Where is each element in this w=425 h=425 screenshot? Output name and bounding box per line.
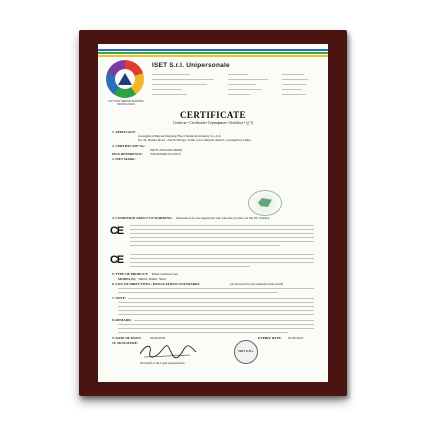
remark-line: [118, 324, 314, 325]
iset-seal-mark: [248, 190, 282, 216]
document-title: CERTIFICATE: [180, 110, 246, 120]
contact-line: [228, 94, 250, 95]
applicant-label: 1. APPLICANT:: [112, 130, 136, 134]
iset-mark-label: 3. ISET MARK:: [112, 157, 136, 161]
remark-line: [118, 328, 314, 329]
contact-line: [282, 84, 306, 85]
organization-name: ISET S.r.l. Unipersonale: [152, 62, 230, 69]
file-reference-value: TAT20200614132JCN: [150, 152, 181, 156]
address-line: [152, 94, 187, 95]
remark-label: 8. REMARK:: [112, 318, 132, 322]
expiry-date-value: 01.06.2023: [288, 336, 304, 340]
note-line: [118, 302, 314, 303]
standards-line: [118, 292, 278, 293]
note-line: [128, 298, 314, 299]
contact-line: [282, 94, 306, 95]
applicant-line1: Guangzhou Baiyun Daiyang Fine Chemical Industry Co.,Ltd: [138, 134, 221, 138]
date-of-issue-value: 02.06.2020: [150, 336, 166, 340]
stamp-label: ISET S.R.L: [238, 349, 254, 353]
standards-line: [118, 288, 314, 289]
note-line: [118, 310, 314, 311]
stripe-yellow: [98, 55, 328, 57]
address-line: [152, 74, 190, 75]
ce-text-line: [130, 225, 314, 226]
stripe-blue: [98, 49, 328, 51]
ce-mark-icon: CE: [110, 254, 123, 266]
ce-text-line: [130, 245, 280, 246]
contact-line: [282, 89, 302, 90]
signature-caption: On behalf of the Legal representative: [140, 361, 185, 365]
address-line: [152, 84, 207, 85]
ce-text-line: [130, 262, 314, 263]
document-subtitle: Certificat • Certificado• Сертификат • Zertifikat • 证书: [172, 121, 254, 125]
address-line: [152, 89, 182, 90]
file-reference-label: FILE REFERENCE:: [112, 152, 143, 156]
ce-text-line: [130, 233, 314, 234]
contact-line: [228, 79, 268, 80]
ce-marking-label: 4. CONDITION ABOUT CE MARKING:: [112, 216, 173, 220]
contact-line: [228, 74, 248, 75]
ce-text-line: [130, 254, 314, 255]
seal-emblem-icon: [258, 198, 272, 207]
date-of-issue-label: 9. DATE OF ISSUE:: [112, 336, 142, 340]
note-line: [118, 306, 314, 307]
ce-text-line: [130, 266, 250, 267]
note-label: 7. NOTE:: [112, 296, 127, 300]
applicant-line2: No.34, Baitao Road , North Village, Taihe town, Baiyun district, Guangzhou,China: [138, 138, 251, 142]
type-value: Hand Sanitizer Gel: [152, 272, 178, 276]
note-line: [118, 314, 314, 315]
signature-label: 10. SIGNATURE:: [112, 341, 139, 345]
ce-text-line: [130, 241, 314, 242]
ce-marking-text: Instruction for the Applicant who puts the product on the EU market;: [176, 216, 270, 220]
remark-line: [118, 332, 288, 333]
model-label: MODEL(S):: [118, 277, 137, 281]
expiry-date-label: EXPIRY DATE:: [258, 336, 282, 340]
ce-mark-icon: CE: [110, 225, 123, 237]
contact-line: [282, 79, 308, 80]
ce-text-line: [130, 258, 314, 259]
remark-line: [134, 320, 314, 321]
standards-text: (as declared by the manufacturer itself): [230, 282, 284, 286]
address-line: [152, 79, 214, 80]
certificate-no-value: ISETC.0912202106062: [150, 148, 183, 152]
contact-line: [228, 89, 262, 90]
stripe-green: [98, 52, 328, 54]
company-stamp: [234, 340, 258, 364]
certificate-no-label: 2. CERTIFICATE No.:: [112, 144, 146, 148]
ce-text-line: [130, 229, 314, 230]
ce-text-line: [130, 237, 314, 238]
type-label: 5. TYPE OF PRODUCT:: [112, 272, 149, 276]
signature-scribble: [138, 342, 198, 360]
logo-caption: ISTITUTO SERVIZI EUROPEI TECNOLOGICI: [108, 100, 144, 106]
model-value: 500ml, 300ml, 50ml: [138, 277, 166, 281]
standards-label: 6. LIST OF DIRECTIVES / REGULATIONS-STANDARDS: [112, 282, 200, 286]
certificate-document: [98, 44, 328, 382]
document-header: [104, 60, 322, 106]
contact-line: [228, 84, 256, 85]
contact-line: [282, 74, 304, 75]
